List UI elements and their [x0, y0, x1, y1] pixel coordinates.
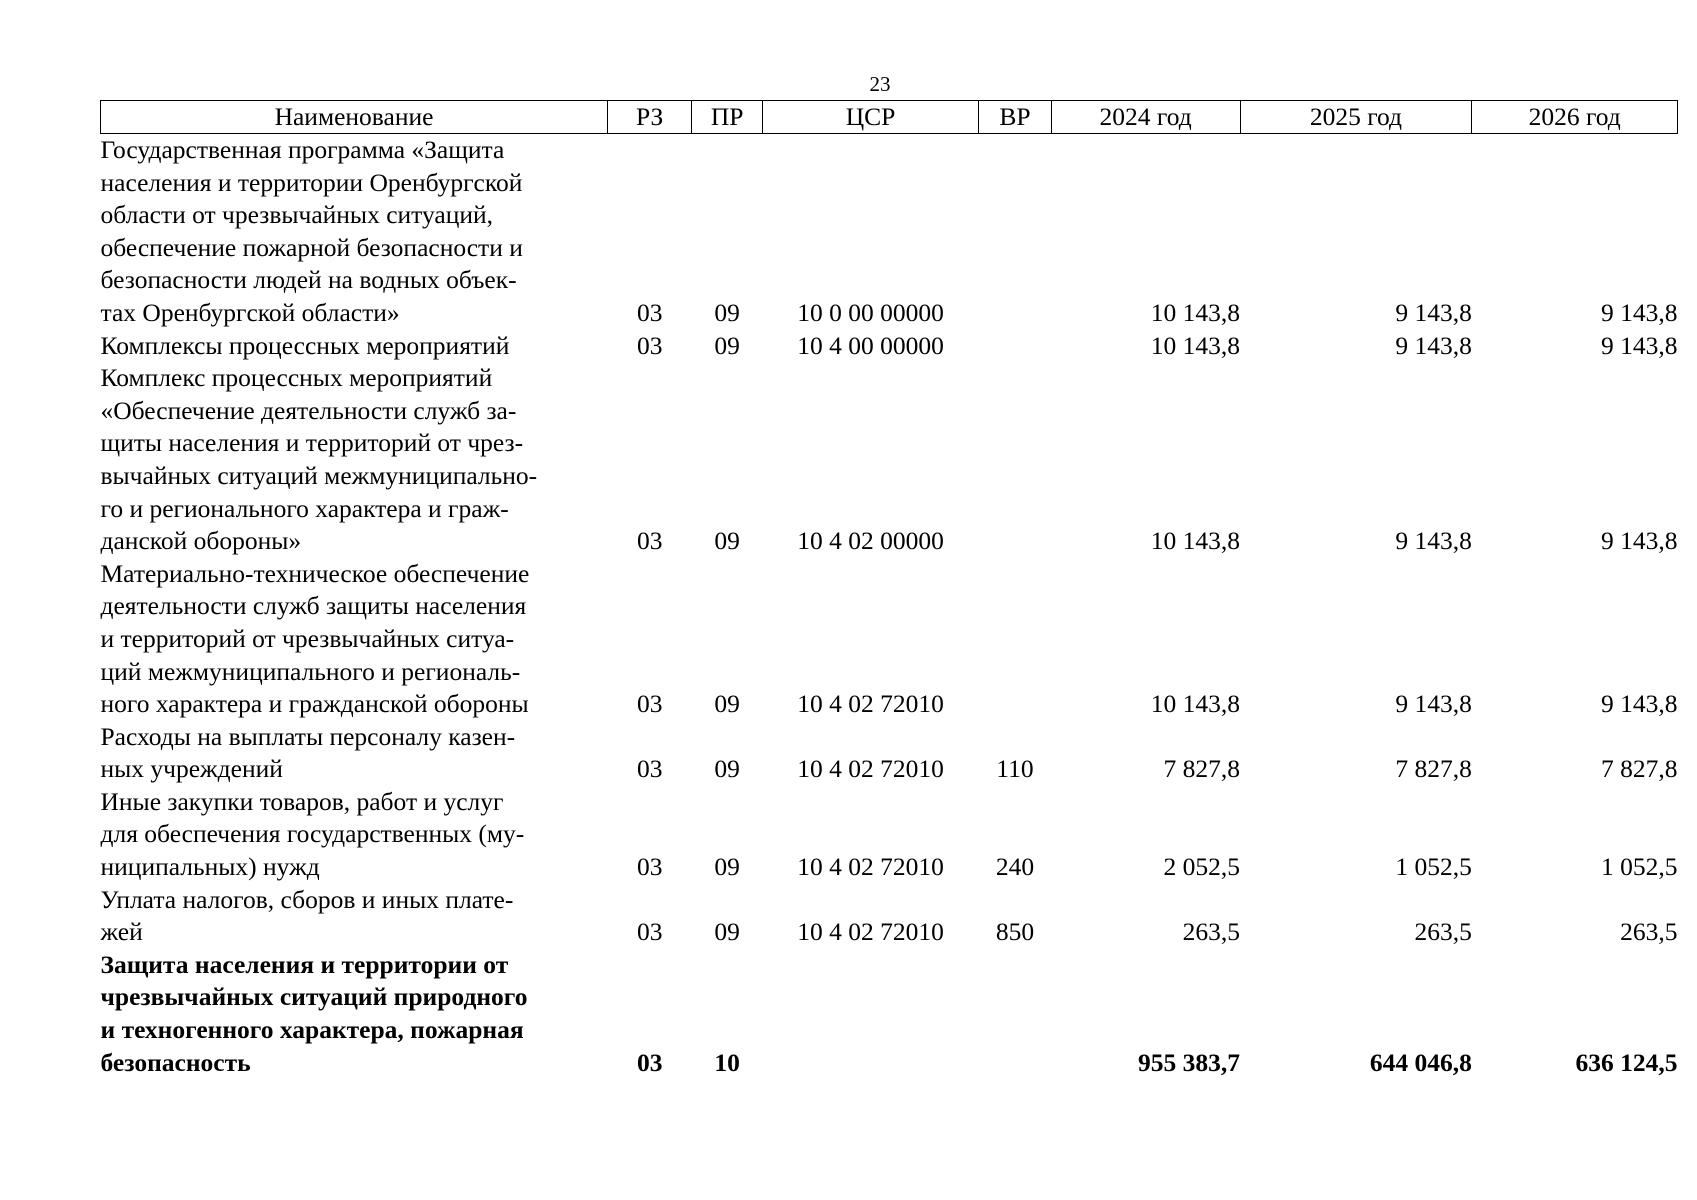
header-name: Наименование	[101, 101, 608, 134]
row-name-line: Уплата налогов, сборов и иных плате-	[100, 884, 514, 914]
table-body	[101, 134, 1678, 1080]
row-2026: 636 124,5	[1575, 1047, 1678, 1077]
row-pr: 09	[714, 689, 740, 719]
row-name	[101, 721, 608, 786]
row-2024: 10 143,8	[1150, 330, 1240, 360]
row-vr	[979, 134, 1052, 330]
table-row	[101, 721, 1678, 786]
header-2025: 2025 год	[1240, 101, 1472, 134]
row-name-line: безопасность	[100, 1047, 251, 1077]
row-pr: 09	[714, 330, 740, 360]
row-csr: 10 0 00 00000	[797, 297, 944, 327]
row-2025: 9 143,8	[1395, 526, 1472, 556]
budget-table	[100, 100, 1678, 1079]
row-rz: 03	[636, 330, 663, 360]
row-vr: 110	[996, 754, 1034, 784]
row-name-line: Комплекс процессных мероприятий	[100, 363, 493, 393]
table-row	[101, 884, 1678, 949]
header-2026: 2026 год	[1472, 101, 1678, 134]
row-2024: 10 143,8	[1150, 526, 1240, 556]
row-2026: 9 143,8	[1601, 689, 1678, 719]
row-2025: 9 143,8	[1395, 689, 1472, 719]
row-name-line: и техногенного характера, пожарная	[100, 1015, 524, 1045]
table-header-row	[101, 101, 1678, 134]
row-vr	[979, 330, 1052, 363]
table-row	[101, 134, 1678, 330]
table-row	[101, 558, 1678, 721]
row-name	[101, 558, 608, 721]
header-vr: ВР	[979, 101, 1052, 134]
row-name-line: Государственная программа «Защита	[100, 135, 505, 164]
row-2024: 10 143,8	[1150, 689, 1240, 719]
row-name-line: Защита населения и территории от	[100, 949, 509, 979]
row-2025: 7 827,8	[1395, 754, 1472, 784]
row-csr: 10 4 02 72010	[797, 754, 944, 784]
page-number: 23	[869, 72, 891, 96]
header-2024: 2024 год	[1051, 101, 1240, 134]
row-pr: 09	[714, 917, 740, 947]
row-name	[101, 330, 608, 363]
row-pr: 09	[714, 852, 740, 882]
row-name-line: ниципальных) нужд	[100, 852, 320, 882]
row-name-line: ных учреждений	[100, 754, 283, 784]
header-pr: ПР	[692, 101, 763, 134]
row-2025: 644 046,8	[1369, 1047, 1472, 1077]
row-name	[101, 949, 608, 1079]
row-csr: 10 4 02 00000	[797, 526, 944, 556]
table-row	[101, 330, 1678, 363]
row-2025: 9 143,8	[1395, 330, 1472, 360]
row-name	[101, 786, 608, 884]
row-rz: 03	[636, 852, 663, 882]
row-name	[101, 362, 608, 558]
row-name-line: данской обороны»	[100, 526, 302, 556]
row-vr: 850	[995, 917, 1035, 947]
row-2025: 9 143,8	[1395, 297, 1472, 327]
row-name-line: ций межмуниципального и региональ-	[100, 656, 521, 686]
row-pr: 09	[714, 754, 740, 784]
row-pr: 09	[714, 297, 740, 327]
row-csr: 10 4 00 00000	[797, 330, 944, 360]
row-name-line: Расходы на выплаты персоналу казен-	[100, 721, 516, 751]
row-name-line: вычайных ситуаций межмуниципально-	[100, 460, 538, 490]
row-2026: 9 143,8	[1601, 297, 1678, 327]
row-vr	[979, 362, 1052, 558]
table-row	[101, 786, 1678, 884]
row-vr	[979, 558, 1052, 721]
row-2026: 9 143,8	[1601, 330, 1678, 360]
row-name-line: тах Оренбургской области»	[100, 297, 400, 327]
row-name	[101, 134, 608, 330]
row-name-line: для обеспечения государственных (му-	[100, 819, 525, 849]
header-rz: РЗ	[608, 101, 692, 134]
row-vr	[979, 949, 1052, 1079]
row-csr	[762, 949, 978, 1079]
row-name-line: и территорий от чрезвычайных ситуа-	[100, 623, 515, 653]
row-2024: 10 143,8	[1150, 297, 1240, 327]
row-name-line: Иные закупки товаров, работ и услуг	[100, 786, 504, 816]
row-name-line: безопасности людей на водных объек-	[100, 265, 517, 295]
row-name-line: жей	[100, 917, 143, 947]
row-rz: 03	[636, 754, 663, 784]
row-name-line: «Обеспечение деятельности служб за-	[100, 395, 517, 425]
row-vr: 240	[995, 852, 1035, 882]
row-2026: 9 143,8	[1601, 526, 1678, 556]
row-2025: 263,5	[1414, 917, 1472, 947]
row-csr: 10 4 02 72010	[797, 689, 944, 719]
row-name-line: щиты населения и территорий от чрез-	[100, 428, 524, 458]
row-name-line: деятельности служб защиты населения	[100, 591, 527, 621]
row-name-line: области от чрезвычайных ситуаций,	[100, 200, 494, 230]
row-name-line: го и регионального характера и граж-	[100, 493, 509, 523]
row-name	[101, 884, 608, 949]
row-2024: 263,5	[1182, 917, 1240, 947]
row-2024: 2 052,5	[1163, 852, 1240, 882]
row-pr: 10	[714, 1047, 740, 1077]
row-2025: 1 052,5	[1395, 852, 1472, 882]
table-row	[101, 949, 1678, 1079]
row-rz: 03	[636, 297, 663, 327]
row-name-line: чрезвычайных ситуаций природного	[100, 982, 528, 1012]
row-csr: 10 4 02 72010	[797, 852, 944, 882]
row-pr: 09	[714, 526, 740, 556]
row-rz: 03	[636, 689, 663, 719]
table-row	[101, 362, 1678, 558]
row-name-line: обеспечение пожарной безопасности и	[100, 232, 523, 262]
header-csr: ЦСР	[762, 101, 978, 134]
row-csr: 10 4 02 72010	[797, 917, 944, 947]
row-2026: 1 052,5	[1601, 852, 1678, 882]
row-name-line: населения и территории Оренбургской	[100, 167, 523, 197]
row-2024: 955 383,7	[1138, 1047, 1240, 1077]
row-2026: 263,5	[1620, 917, 1678, 947]
row-2024: 7 827,8	[1163, 754, 1240, 784]
row-rz: 03	[636, 1047, 663, 1077]
row-rz: 03	[636, 526, 663, 556]
row-name-line: Комплексы процессных мероприятий	[100, 330, 510, 360]
row-name-line: Материально-техническое обеспечение	[100, 558, 530, 588]
row-rz: 03	[636, 917, 663, 947]
row-name-line: ного характера и гражданской обороны	[100, 689, 529, 719]
row-2026: 7 827,8	[1601, 754, 1678, 784]
